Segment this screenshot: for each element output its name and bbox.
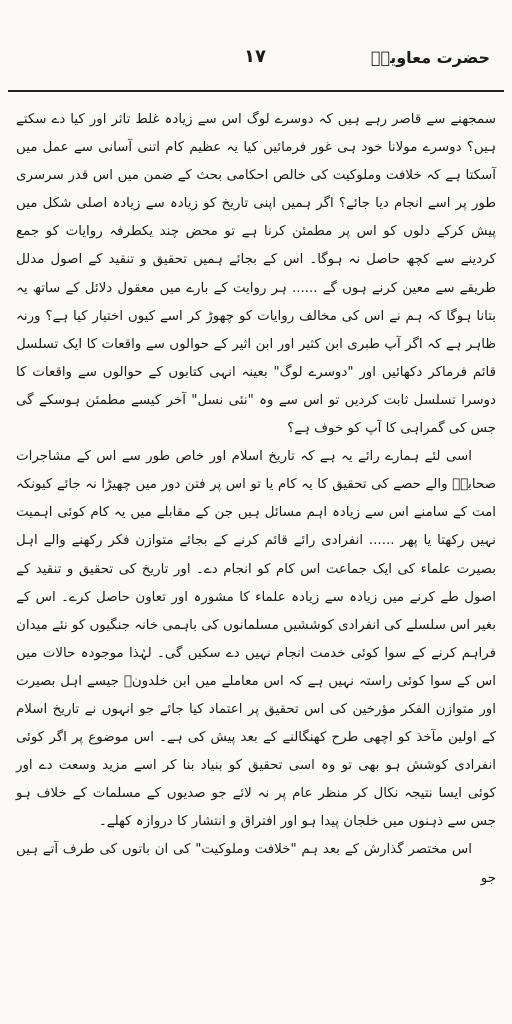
page-header (0, 44, 512, 82)
page-number: ۱۷ (244, 46, 266, 67)
running-title: حضرت معاویہؓ (371, 48, 490, 67)
paragraph-2: اسی لئے ہمارے رائے یہ ہے کہ تاریخ اسلام اور خاص طور سے اس کے مشاجرات صحابہؓ والے حصے کی تحقیق کا یہ کام یا تو اس پر فتن دور میں چھیڑا نہ جائے کیونکہ امت کے سامنے اس سے زیادہ اہم مسائل ہیں جن کے مقابلے میں یہ کام کوئی اہمیت نہیں رکھتا یا پھر ...... انفرادی رائے قائم کرنے کے بجائے متوازن فکر رکھنے والے اہل بصیرت علماء کی ایک جماعت اس کام کو انجام دے۔ اور تاریخ کی تحقیق و تنقید کے اصول طے کرنے میں زیادہ سے زیادہ علماء کا مشورہ اور تعاون حاصل کرے۔ اس کے بغیر اس سلسلے کی انفرادی کوششیں مسلمانوں کی باہمی خانہ جنگیوں کو نئے میدان فراہم کرنے کے سوا کوئی خدمت انجام نہیں دے سکیں گی۔ لہٰذا موجودہ حالات میں اس کے سوا کوئی راستہ نہیں ہے کہ اس معاملے میں ابن خلدونؒ جیسے اہل بصیرت اور متوازن الفکر مؤرخین کی اس تحقیق پر اعتماد کیا جائے جو انہوں نے تاریخ اسلام کے اولین مآخذ کو اچھی طرح کھنگالنے کے بعد پیش کی ہے۔ اس موضوع پر اگر کوئی انفرادی کوشش ہو بھی تو وہ اسی تحقیق کو بنیاد بنا کر اسے مزید وسعت دے اور کوئی ایسا نتیجہ نکال کر منظر عام پر نہ لائے جو صدیوں کے مسلمات کے خلاف ہو جس سے ذہنوں میں خلجان پیدا ہو اور افتراق و انتشار کا دروازہ کھلے۔ (16, 449, 496, 830)
paragraph-1: سمجھنے سے قاصر رہے ہیں کہ دوسرے لوگ اس سے زیادہ غلط تاثر اور کیا دے سکتے ہیں؟ دوسرے مولانا خود ہی غور فرمائیں کیا یہ عظیم کام اتنی آسانی سے عمل میں آسکتا ہے کہ خلافت وملوکیت کی خالص احکامی بحث کے ضمن میں اس قدر سرسری طور پر اسے انجام دیا جائے؟ اگر ہمیں اپنی تاریخ کو زیادہ سے زیادہ اصلی شکل میں پیش کرکے دلوں کو اس پر مطمئن کرنا ہے تو محض چند یکطرفہ روایات کو جمع کردینے سے کچھ حاصل نہ ہوگا۔ اس کے بجائے ہمیں تحقیق و تنقید کے اصول مدلل طریقے سے معین کرنے ہوں گے ...... ہر روایت کے بارے میں معقول دلائل کے ساتھ یہ بتانا ہوگا کہ ہم نے اس کی مخالف روایات کو چھوڑ کر اسے کیوں اختیار کیا ہے؟ ورنہ ظاہر ہے کہ اگر آپ طبری ابن کثیر اور ابن اثیر کے حوالوں سے واقعات کا ایک تسلسل قائم فرماکر دکھائیں اور "دوسرے لوگ" بعینہ انہی کتابوں کے حوالوں سے واقعات کا دوسرا تسلسل ثابت کردیں تو اس سے وہ "نئی نسل" آخر کیسے مطمئن ہوسکے گی جس کی گمراہی کا آپ کو خوف ہے؟ (16, 112, 496, 437)
paragraph-3: اس مختصر گذارش کے بعد ہم "خلافت وملوکیت" کی ان باتوں کی طرف آتے ہیں جو (16, 842, 496, 886)
body-text (16, 106, 496, 893)
header-rule (8, 90, 504, 92)
